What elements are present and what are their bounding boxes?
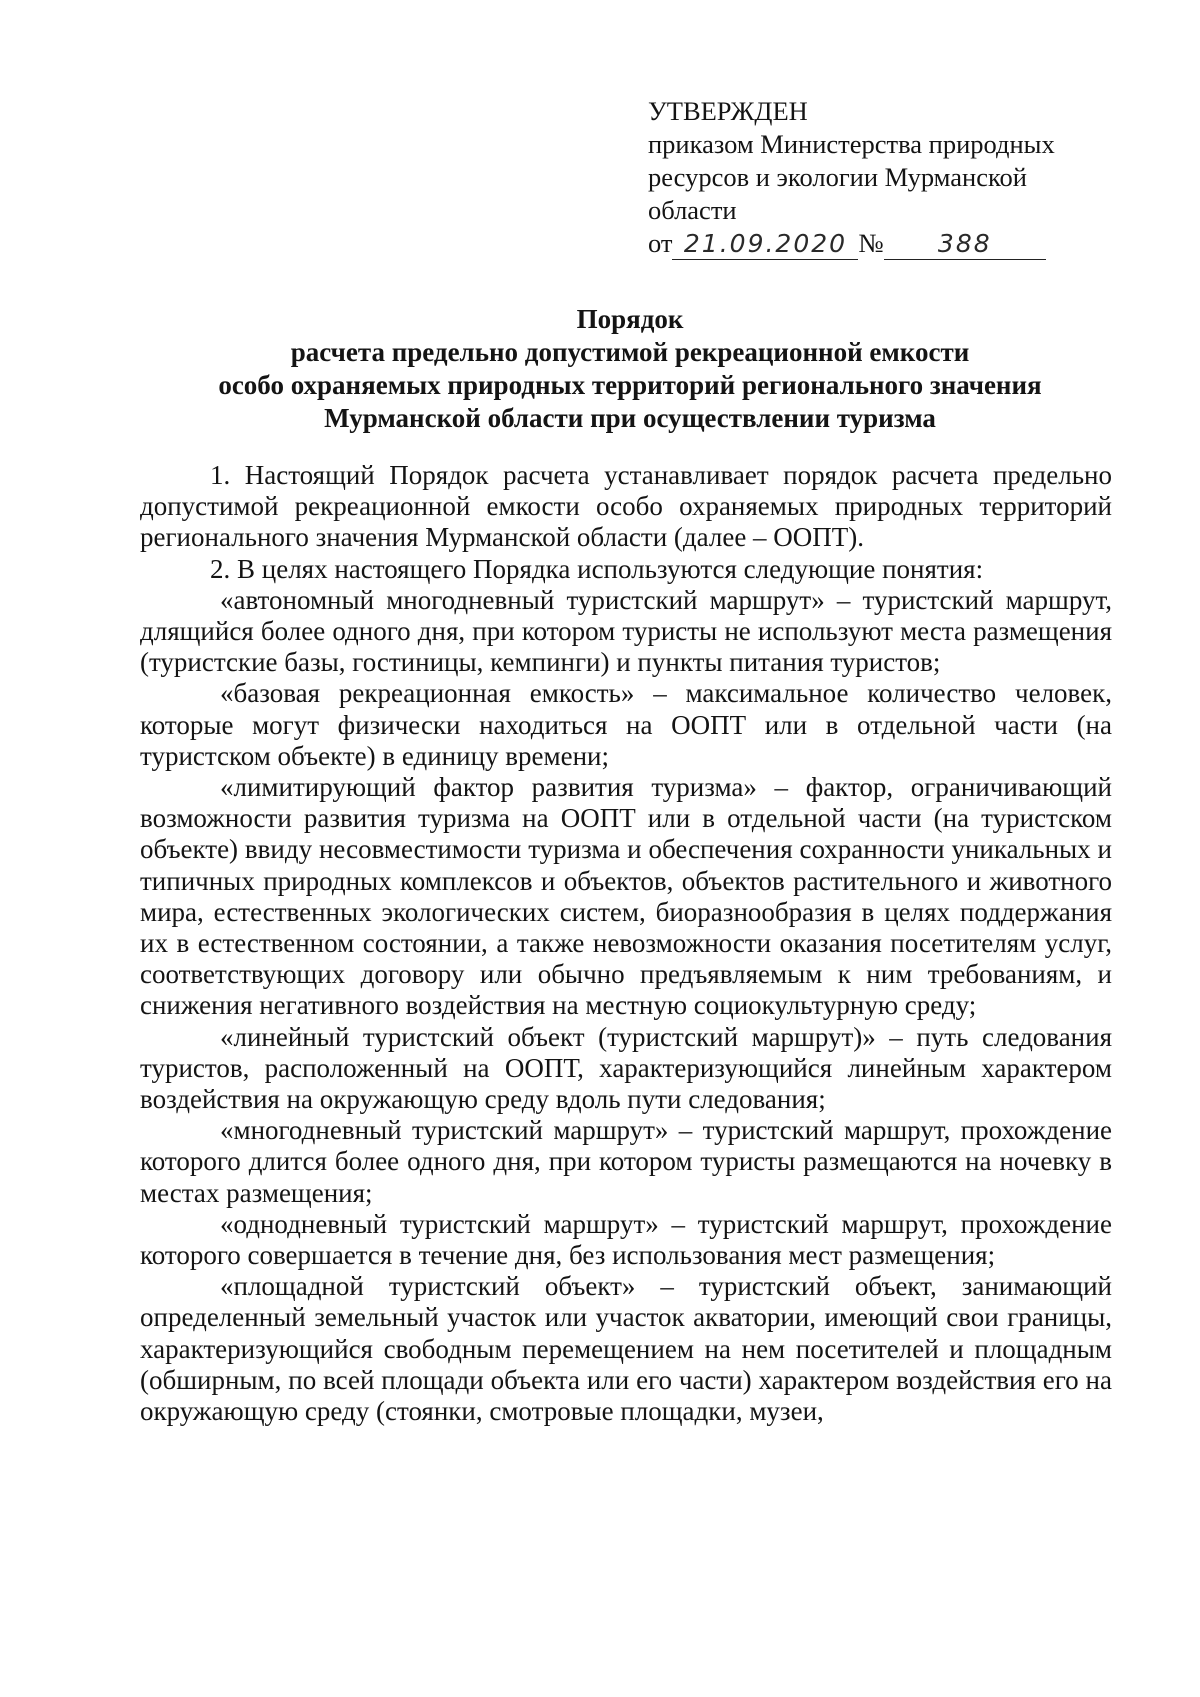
definition-autonomous-route: «автономный многодневный туристский маршрут» – туристский маршрут, длящийся более одного дня, при котором туристы не используют места размещения (туристские базы, гостиницы, кемпинги) и пункты питания туристов;	[140, 584, 1112, 678]
definition-oneday-route: «однодневный туристский маршрут» – туристский маршрут, прохождение которого совершается в течение дня, без использования мест размещения;	[140, 1208, 1112, 1271]
title-line: Порядок	[576, 304, 684, 334]
title-line: особо охраняемых природных территорий регионального значения	[218, 370, 1042, 400]
approval-line: области	[648, 195, 737, 225]
definition-base-capacity: «базовая рекреационная емкость» – максимальное количество человек, которые могут физически находиться на ООПТ или в отдельной части (на туристском объекте) в единицу времени;	[140, 678, 1112, 771]
title-line: Мурманской области при осуществлении туризма	[324, 403, 936, 433]
approval-line: ресурсов и экологии Мурманской	[648, 162, 1027, 192]
definition-limiting-factor: «лимитирующий фактор развития туризма» – фактор, ограничивающий возможности развития туризма на ООПТ или в отдельной части (на туристском объекте) ввиду несовместимости туризма и обеспечения сохранности уникальных и типичных природных комплексов и объектов, объектов растительного и животного мира, естественных экологических систем, биоразнообразия в целях поддержания их в естественном состоянии, а также невозможности оказания посетителям услуг, соответствующих договору или обычно предъявляемым к ним требованиям, и снижения негативного воздействия на местную социокультурную среду;	[140, 772, 1112, 1021]
title-line: расчета предельно допустимой рекреационной емкости	[290, 337, 970, 367]
handwritten-number: 388	[884, 229, 1046, 260]
approval-heading: УТВЕРЖДЕН	[648, 96, 808, 126]
approval-date-line	[648, 227, 1118, 260]
paragraph-1: 1. Настоящий Порядок расчета устанавливает порядок расчета предельно допустимой рекреационной емкости особо охраняемых природных территорий регионального значения Мурманской области (далее – ООПТ).	[140, 460, 1112, 553]
definition-area-object: «площадной туристский объект» – туристский объект, занимающий определенный земельный участок или участок акватории, имеющий свои границы, характеризующийся свободным перемещением на нем посетителей и площадным (обширным, по всей площади объекта или его части) характером воздействия его на окружающую среду (стоянки, смотровые площадки, музеи,	[140, 1271, 1112, 1427]
document-title	[150, 303, 1110, 435]
number-prefix: №	[858, 228, 884, 258]
document-body	[140, 460, 1112, 1427]
approval-block	[648, 95, 1118, 260]
date-prefix: от	[648, 228, 673, 258]
handwritten-date: 21.09.2020	[672, 229, 858, 260]
paragraph-2: 2. В целях настоящего Порядка используются следующие понятия:	[210, 553, 984, 584]
approval-line: приказом Министерства природных	[648, 129, 1055, 159]
definition-multiday-route: «многодневный туристский маршрут» – туристский маршрут, прохождение которого длится более одного дня, при котором туристы размещаются на ночевку в местах размещения;	[140, 1115, 1112, 1208]
definition-linear-object: «линейный туристский объект (туристский маршрут)» – путь следования туристов, расположенный на ООПТ, характеризующийся линейным характером воздействия на окружающую среду вдоль пути следования;	[140, 1021, 1112, 1115]
